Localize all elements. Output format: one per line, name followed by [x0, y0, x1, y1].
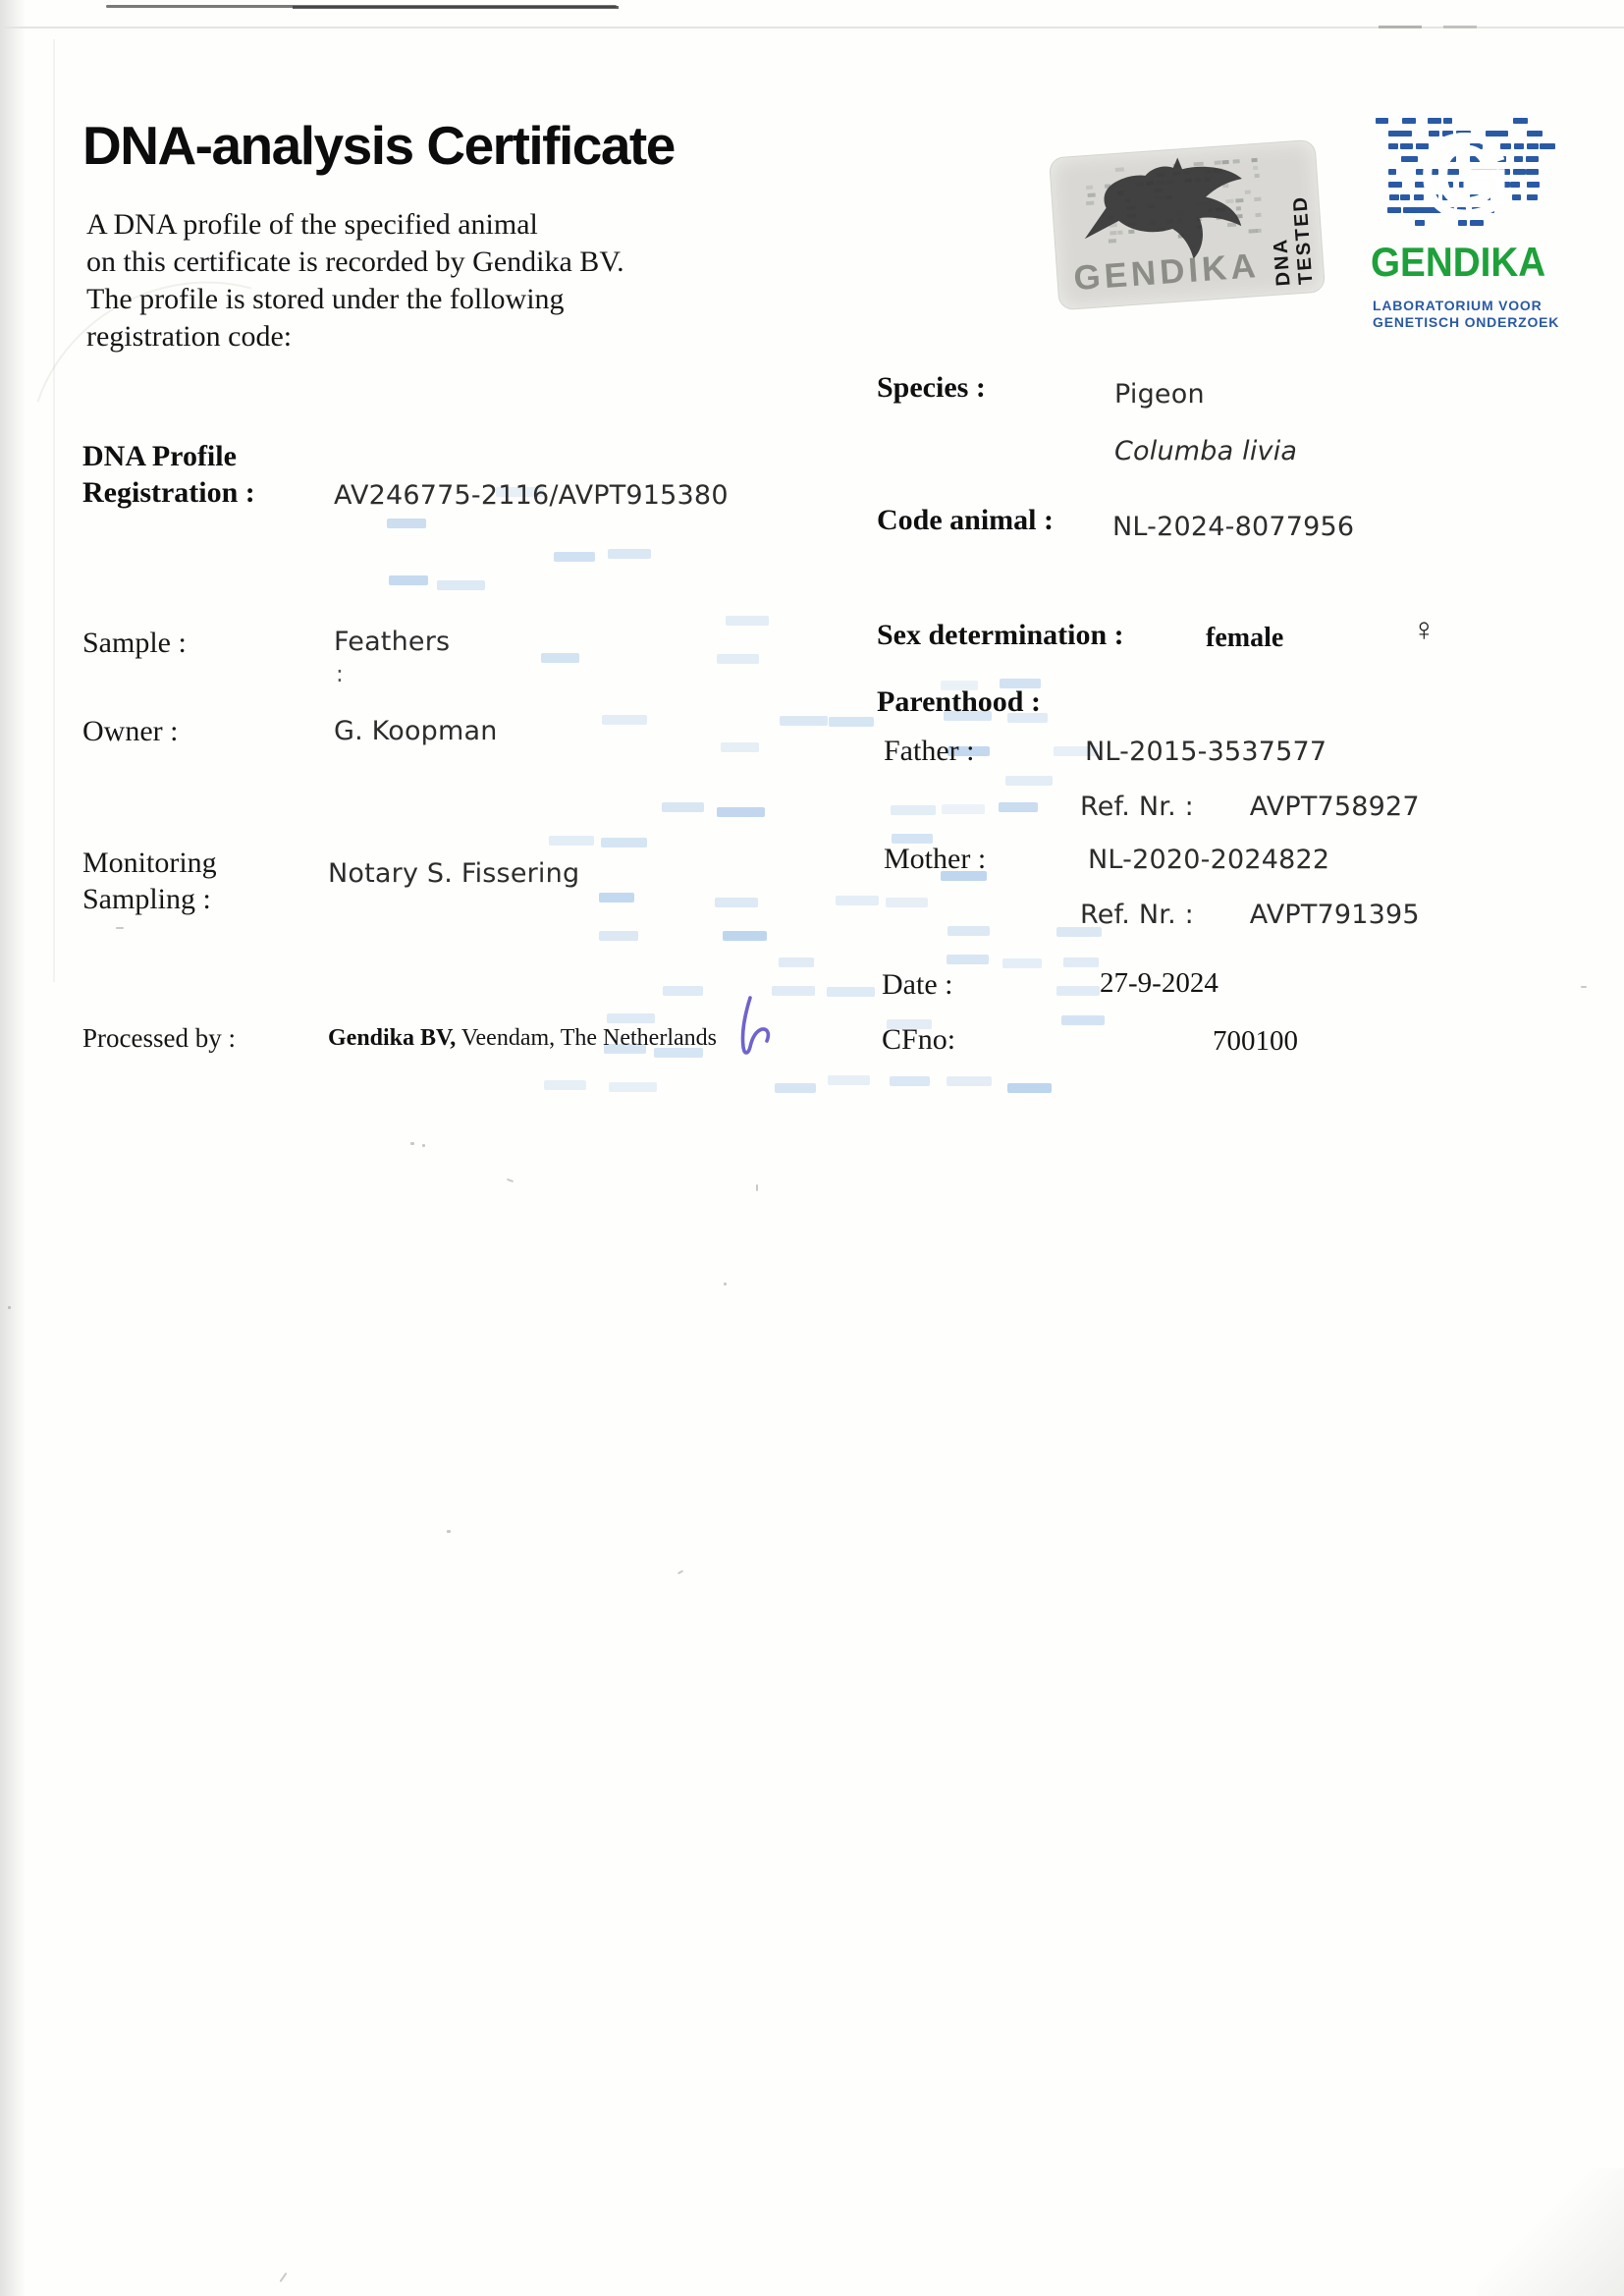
band-decoration — [827, 987, 875, 997]
sample-label: Sample : — [82, 627, 187, 659]
band-decoration — [775, 1083, 816, 1093]
mother-ref-row — [1080, 900, 1420, 930]
band-decoration — [828, 1075, 870, 1085]
owner-value: G. Koopman — [334, 716, 498, 746]
band-decoration — [599, 931, 638, 941]
band-decoration — [947, 926, 990, 936]
monitoring-sampling-label — [82, 845, 217, 917]
band-decoration — [717, 807, 765, 817]
logo-tagline-line: GENETISCH ONDERZOEK — [1373, 314, 1560, 330]
date-value: 27-9-2024 — [1100, 967, 1218, 999]
intro-line: The profile is stored under the following — [86, 283, 565, 315]
band-decoration — [723, 931, 767, 941]
band-decoration — [437, 580, 485, 590]
band-decoration — [947, 1076, 992, 1086]
band-decoration — [1061, 1015, 1105, 1025]
stray-colon-artifact: : — [336, 662, 344, 687]
band-decoration — [607, 1013, 655, 1023]
sample-value: Feathers — [334, 627, 451, 657]
pen-mark-signature — [734, 996, 774, 1061]
band-decoration — [387, 519, 426, 528]
band-decoration — [772, 986, 815, 996]
band-decoration — [891, 805, 936, 815]
band-decoration — [544, 1080, 586, 1090]
band-decoration — [554, 552, 595, 562]
stamp-brand-text: GENDIKA — [1072, 246, 1261, 299]
band-decoration — [942, 804, 985, 814]
processed-by-location: Veendam, The Netherlands — [456, 1025, 717, 1051]
band-decoration — [836, 896, 879, 905]
code-animal-label: Code animal : — [877, 504, 1054, 536]
father-ref-label: Ref. Nr. : — [1080, 792, 1194, 822]
cfno-value: 700100 — [1213, 1025, 1298, 1057]
logo-tagline — [1373, 298, 1559, 331]
cfno-label: CFno: — [882, 1023, 956, 1056]
band-decoration — [663, 986, 703, 996]
species-value: Pigeon — [1114, 379, 1205, 410]
band-decoration — [779, 957, 814, 967]
species-label: Species : — [877, 371, 986, 404]
band-decoration — [609, 1082, 657, 1092]
sex-determination-value: female — [1206, 623, 1284, 653]
band-decoration — [947, 955, 989, 964]
date-label: Date : — [882, 968, 953, 1001]
logo-g-letter — [1375, 116, 1555, 233]
sex-determination-label: Sex determination : — [877, 619, 1124, 651]
band-decoration — [1005, 776, 1053, 786]
band-decoration — [780, 716, 828, 726]
logo-tagline-line: LABORATORIUM VOOR — [1373, 298, 1543, 313]
band-decoration — [726, 616, 769, 626]
band-decoration — [1002, 958, 1042, 968]
registration-label-line: DNA Profile — [82, 440, 237, 472]
gendika-logo — [1371, 114, 1571, 340]
registration-label — [82, 438, 255, 511]
band-decoration — [721, 742, 759, 752]
band-decoration — [608, 549, 651, 559]
processed-by-value — [328, 1025, 717, 1052]
band-decoration — [541, 653, 579, 663]
band-decoration — [886, 898, 928, 907]
father-value: NL-2015-3537577 — [1085, 737, 1327, 767]
band-decoration — [1063, 957, 1099, 967]
processed-by-company: Gendika BV, — [328, 1025, 457, 1051]
band-decoration — [549, 836, 594, 846]
mother-value: NL-2020-2024822 — [1088, 845, 1330, 875]
monitoring-label-line: Monitoring — [82, 847, 217, 879]
band-decoration — [715, 898, 758, 907]
logo-brand-text: GENDIKA — [1371, 239, 1546, 285]
band-decoration — [601, 838, 647, 847]
band-decoration — [717, 654, 759, 664]
registration-label-line: Registration : — [82, 476, 255, 509]
mother-ref-value: AVPT791395 — [1249, 900, 1420, 930]
owner-label: Owner : — [82, 715, 179, 747]
intro-line: registration code: — [86, 320, 293, 353]
registration-value: AV246775-2116/AVPT915380 — [334, 480, 729, 511]
intro-paragraph — [86, 206, 624, 355]
species-latin-value: Columba livia — [1114, 436, 1298, 466]
monitoring-value: Notary S. Fissering — [328, 858, 580, 889]
band-decoration — [829, 717, 874, 727]
logo-negative-letter: G — [1423, 116, 1507, 233]
father-label: Father : — [884, 735, 975, 767]
processed-by-label: Processed by : — [82, 1023, 236, 1053]
band-decoration — [389, 575, 428, 585]
parenthood-label: Parenthood : — [877, 685, 1041, 718]
page-title: DNA-analysis Certificate — [82, 115, 675, 176]
dna-tested-stamp — [1050, 140, 1325, 309]
code-animal-value: NL-2024-8077956 — [1112, 512, 1355, 542]
father-ref-row — [1080, 792, 1420, 822]
band-decoration — [1056, 986, 1100, 996]
dna-tested-label: DNA TESTED — [1270, 194, 1318, 288]
female-symbol-icon: ♀ — [1412, 613, 1436, 648]
mother-ref-label: Ref. Nr. : — [1080, 900, 1194, 930]
intro-line: A DNA profile of the specified animal — [86, 208, 538, 241]
band-decoration — [1007, 1083, 1052, 1093]
band-decoration — [999, 802, 1038, 812]
band-decoration — [890, 1076, 930, 1086]
band-decoration — [602, 715, 647, 725]
intro-line: on this certificate is recorded by Gendika BV. — [86, 246, 624, 278]
band-decoration — [662, 802, 704, 812]
band-decoration — [599, 893, 634, 902]
monitoring-label-line: Sampling : — [82, 883, 211, 915]
father-ref-value: AVPT758927 — [1249, 792, 1420, 822]
mother-label: Mother : — [884, 843, 987, 875]
